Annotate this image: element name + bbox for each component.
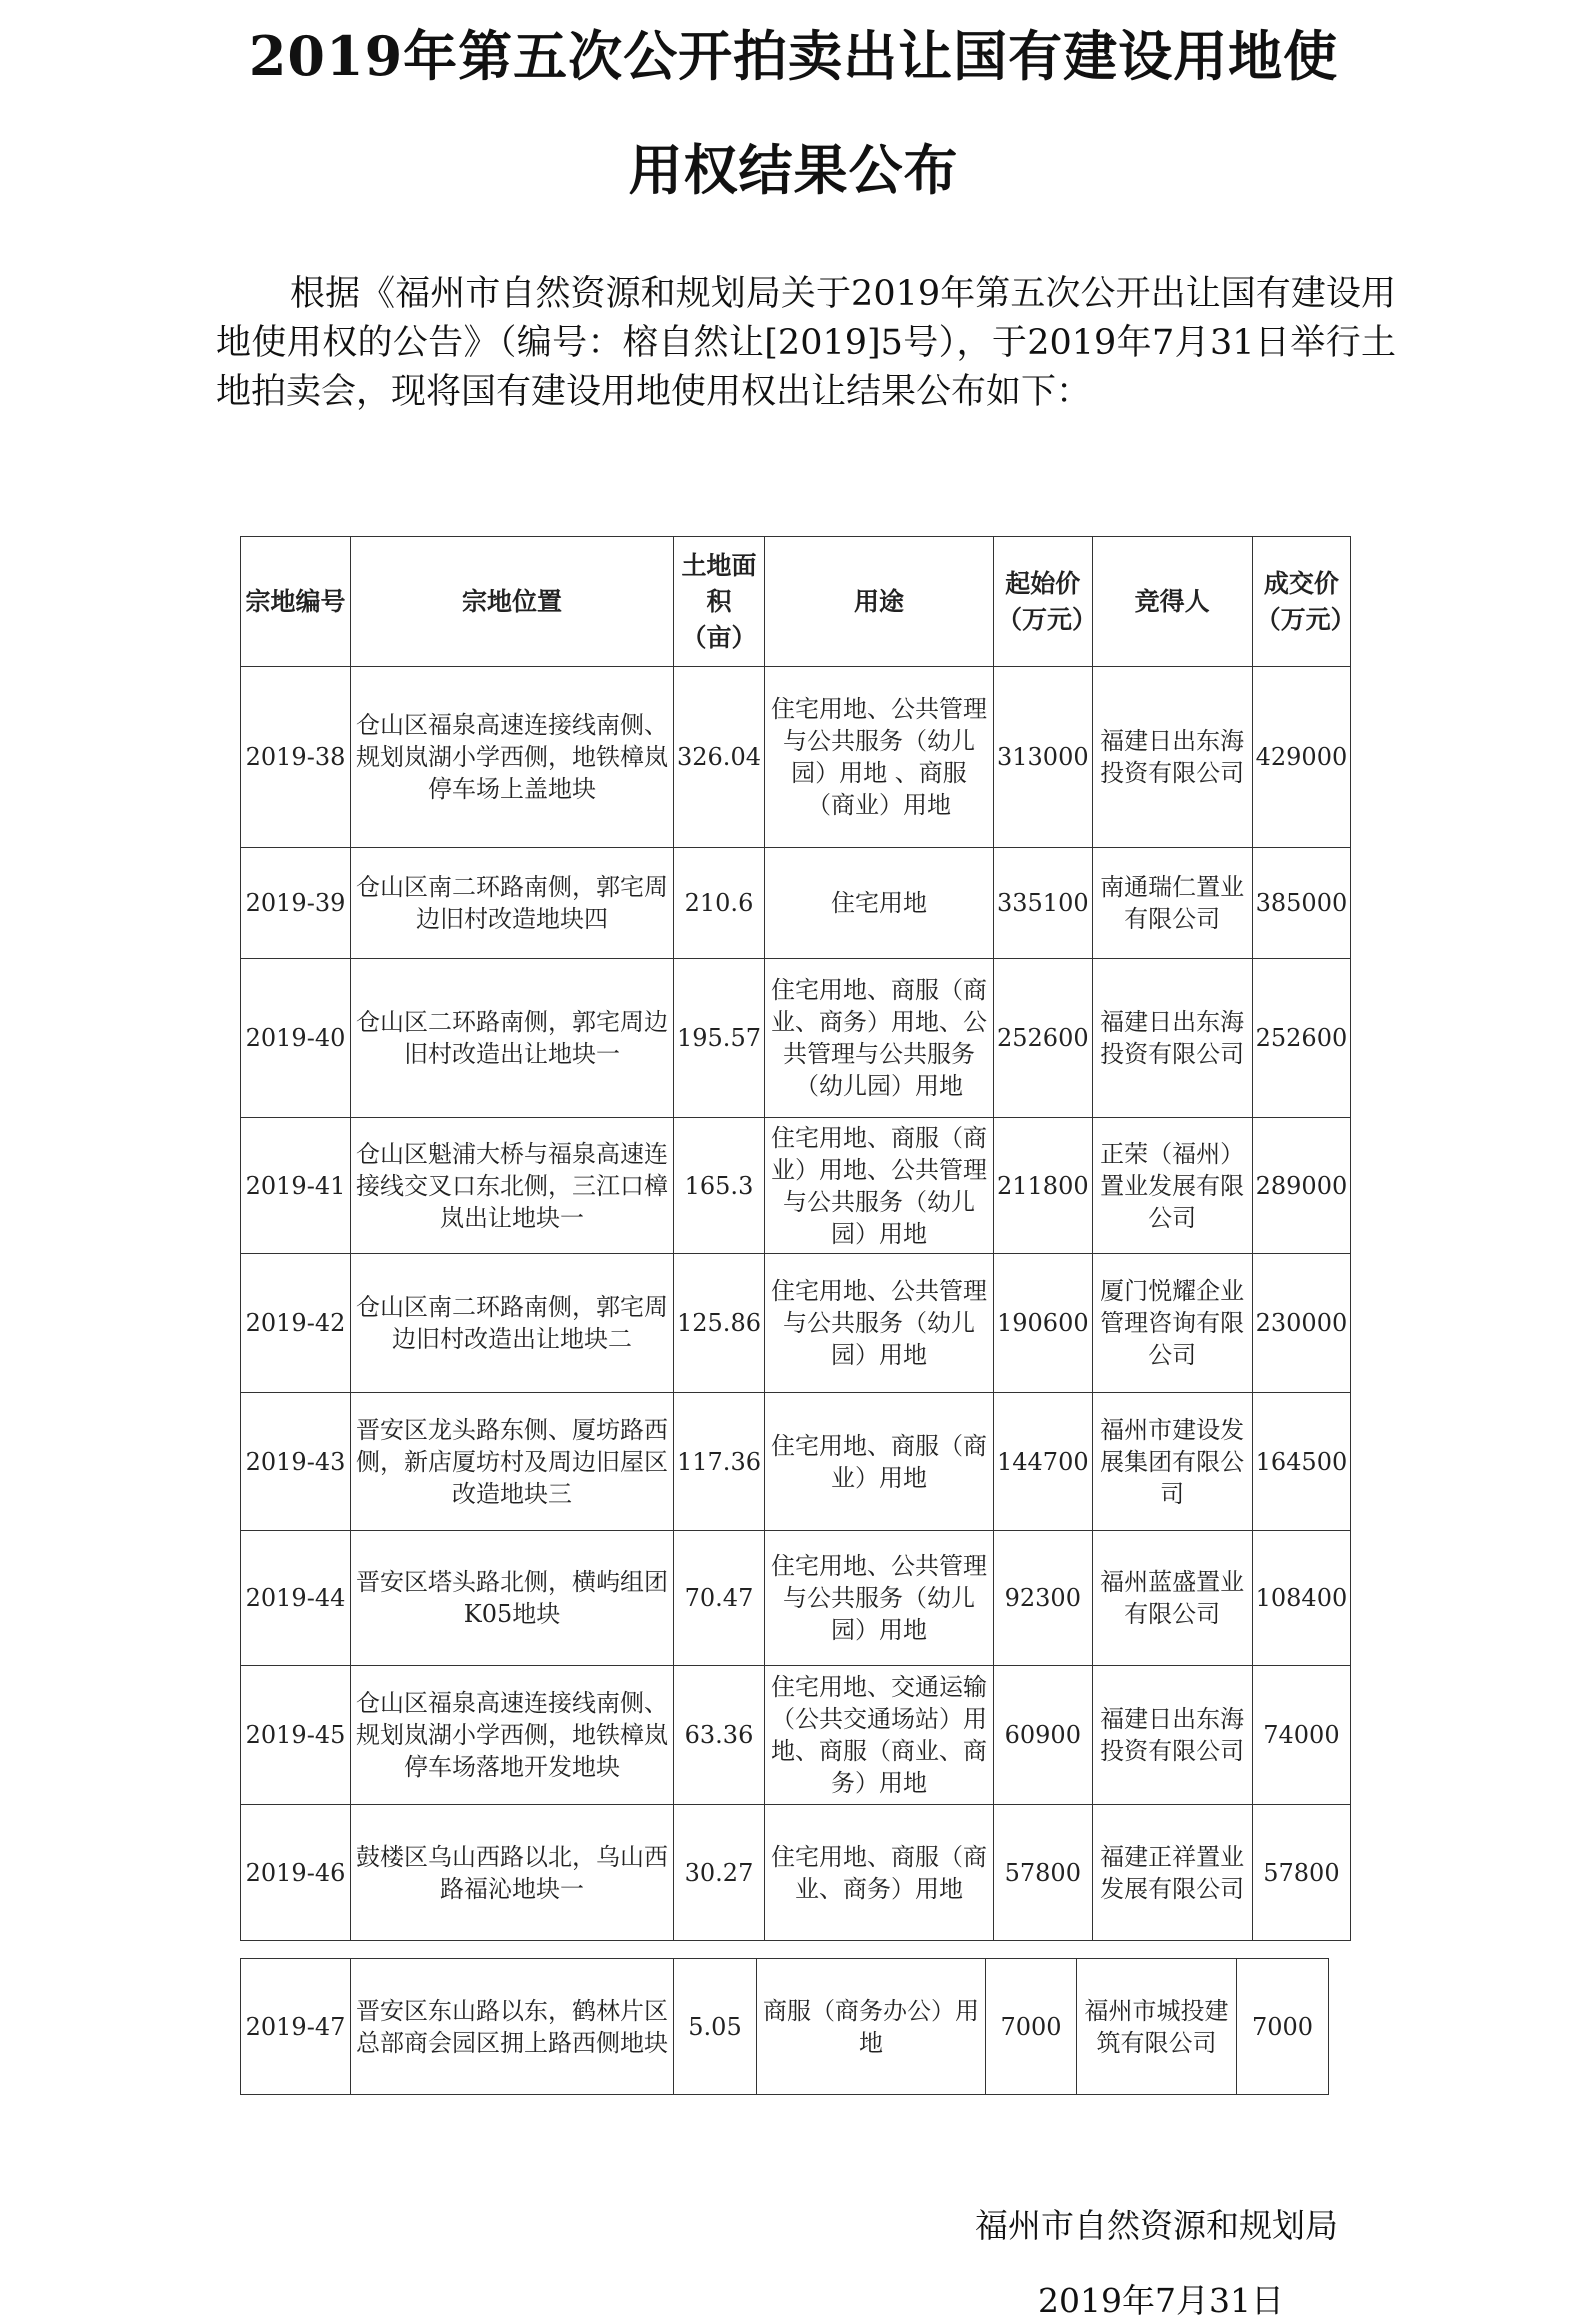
- cell-final-price: 289000: [1252, 1118, 1351, 1254]
- cell-start-price: 60900: [993, 1666, 1092, 1805]
- cell-winner: 福州市城投建筑有限公司: [1077, 1959, 1237, 2095]
- results-table-continued: [240, 1958, 1329, 2095]
- cell-use: 住宅用地、公共管理与公共服务（幼儿园）用地: [764, 1254, 993, 1393]
- cell-use: 住宅用地、商服（商业、商务）用地: [764, 1805, 993, 1941]
- cell-use: 住宅用地: [764, 848, 993, 959]
- cell-start-price: 92300: [993, 1531, 1092, 1666]
- issuer-signature: 福州市自然资源和规划局: [975, 2206, 1338, 2245]
- cell-area: 70.47: [674, 1531, 765, 1666]
- cell-parcel-id: 2019-38: [241, 667, 351, 848]
- cell-area: 326.04: [674, 667, 765, 848]
- cell-final-price: 230000: [1252, 1254, 1351, 1393]
- cell-parcel-id: 2019-40: [241, 959, 351, 1118]
- cell-location: 鼓楼区乌山西路以北，乌山西路福沁地块一: [351, 1805, 674, 1941]
- table-row: [241, 959, 1351, 1118]
- cell-location: 仓山区福泉高速连接线南侧、规划岚湖小学西侧，地铁樟岚停车场落地开发地块: [351, 1666, 674, 1805]
- table-row: [241, 1118, 1351, 1254]
- cell-parcel-id: 2019-41: [241, 1118, 351, 1254]
- cell-final-price: 7000: [1237, 1959, 1329, 2095]
- document-title-line-2: 用权结果公布: [628, 138, 959, 202]
- header-use: 用途: [764, 537, 993, 667]
- cell-use: 住宅用地、商服（商业、商务）用地、公共管理与公共服务（幼儿园）用地: [764, 959, 993, 1118]
- cell-winner: 正荣（福州）置业发展有限公司: [1092, 1118, 1252, 1254]
- header-area: 土地面积（亩）: [674, 537, 765, 667]
- cell-final-price: 429000: [1252, 667, 1351, 848]
- cell-start-price: 7000: [986, 1959, 1077, 2095]
- cell-area: 63.36: [674, 1666, 765, 1805]
- document-title-line-1: 2019年第五次公开拍卖出让国有建设用地使: [248, 24, 1339, 88]
- cell-parcel-id: 2019-45: [241, 1666, 351, 1805]
- cell-start-price: 190600: [993, 1254, 1092, 1393]
- cell-use: 住宅用地、公共管理与公共服务（幼儿园）用地 、商服（商业）用地: [764, 667, 993, 848]
- cell-area: 165.3: [674, 1118, 765, 1254]
- intro-paragraph: [216, 270, 1396, 417]
- cell-use: 商服（商务办公）用地: [757, 1959, 986, 2095]
- cell-winner: 厦门悦耀企业管理咨询有限公司: [1092, 1254, 1252, 1393]
- cell-start-price: 144700: [993, 1393, 1092, 1531]
- cell-parcel-id: 2019-43: [241, 1393, 351, 1531]
- header-location: 宗地位置: [351, 537, 674, 667]
- issue-date: 2019年7月31日: [1038, 2281, 1284, 2320]
- cell-parcel-id: 2019-47: [241, 1959, 351, 2095]
- cell-start-price: 335100: [993, 848, 1092, 959]
- header-parcel-id: 宗地编号: [241, 537, 351, 667]
- cell-location: 仓山区福泉高速连接线南侧、规划岚湖小学西侧，地铁樟岚停车场上盖地块: [351, 667, 674, 848]
- cell-final-price: 252600: [1252, 959, 1351, 1118]
- table-row: [241, 1959, 1329, 2095]
- cell-final-price: 164500: [1252, 1393, 1351, 1531]
- cell-final-price: 74000: [1252, 1666, 1351, 1805]
- cell-start-price: 211800: [993, 1118, 1092, 1254]
- cell-winner: 福建日出东海投资有限公司: [1092, 959, 1252, 1118]
- cell-location: 仓山区魁浦大桥与福泉高速连接线交叉口东北侧，三江口樟岚出让地块一: [351, 1118, 674, 1254]
- cell-location: 晋安区龙头路东侧、厦坊路西侧，新店厦坊村及周边旧屋区改造地块三: [351, 1393, 674, 1531]
- table-row: [241, 1393, 1351, 1531]
- cell-parcel-id: 2019-44: [241, 1531, 351, 1666]
- cell-winner: 福州蓝盛置业有限公司: [1092, 1531, 1252, 1666]
- cell-area: 210.6: [674, 848, 765, 959]
- cell-area: 125.86: [674, 1254, 765, 1393]
- cell-winner: 福建日出东海投资有限公司: [1092, 667, 1252, 848]
- table-row: [241, 1805, 1351, 1941]
- cell-location: 仓山区南二环路南侧，郭宅周边旧村改造地块四: [351, 848, 674, 959]
- table-row: [241, 1531, 1351, 1666]
- header-winner: 竞得人: [1092, 537, 1252, 667]
- cell-area: 195.57: [674, 959, 765, 1118]
- cell-final-price: 57800: [1252, 1805, 1351, 1941]
- cell-location: 仓山区二环路南侧，郭宅周边旧村改造出让地块一: [351, 959, 674, 1118]
- table-row: [241, 1254, 1351, 1393]
- cell-location: 仓山区南二环路南侧，郭宅周边旧村改造出让地块二: [351, 1254, 674, 1393]
- cell-parcel-id: 2019-39: [241, 848, 351, 959]
- cell-winner: 福建正祥置业发展有限公司: [1092, 1805, 1252, 1941]
- header-start-price: 起始价（万元）: [993, 537, 1092, 667]
- table-row: [241, 667, 1351, 848]
- cell-use: 住宅用地、交通运输（公共交通场站）用地、商服（商业、商务）用地: [764, 1666, 993, 1805]
- cell-final-price: 385000: [1252, 848, 1351, 959]
- cell-start-price: 313000: [993, 667, 1092, 848]
- cell-area: 5.05: [674, 1959, 757, 2095]
- cell-use: 住宅用地、公共管理与公共服务（幼儿园）用地: [764, 1531, 993, 1666]
- cell-parcel-id: 2019-46: [241, 1805, 351, 1941]
- cell-area: 30.27: [674, 1805, 765, 1941]
- cell-area: 117.36: [674, 1393, 765, 1531]
- cell-location: 晋安区东山路以东，鹤林片区总部商会园区拥上路西侧地块: [351, 1959, 674, 2095]
- intro-text: 根据《福州市自然资源和规划局关于2019年第五次公开出让国有建设用地使用权的公告》（编号：榕自然让[2019]5号），于2019年7月31日举行土地拍卖会，现将国有建设用地使用权出让结果公布如下：: [216, 274, 1396, 412]
- table-row: [241, 848, 1351, 959]
- cell-use: 住宅用地、商服（商业）用地: [764, 1393, 993, 1531]
- cell-start-price: 252600: [993, 959, 1092, 1118]
- cell-start-price: 57800: [993, 1805, 1092, 1941]
- cell-parcel-id: 2019-42: [241, 1254, 351, 1393]
- cell-winner: 福建日出东海投资有限公司: [1092, 1666, 1252, 1805]
- cell-location: 晋安区塔头路北侧，横屿组团K05地块: [351, 1531, 674, 1666]
- cell-use: 住宅用地、商服（商业）用地、公共管理与公共服务（幼儿园）用地: [764, 1118, 993, 1254]
- cell-winner: 南通瑞仁置业有限公司: [1092, 848, 1252, 959]
- table-row: [241, 1666, 1351, 1805]
- results-table: [240, 536, 1356, 1941]
- header-final-price: 成交价（万元）: [1252, 537, 1351, 667]
- table-header-row: [241, 537, 1351, 667]
- cell-final-price: 108400: [1252, 1531, 1351, 1666]
- cell-winner: 福州市建设发展集团有限公司: [1092, 1393, 1252, 1531]
